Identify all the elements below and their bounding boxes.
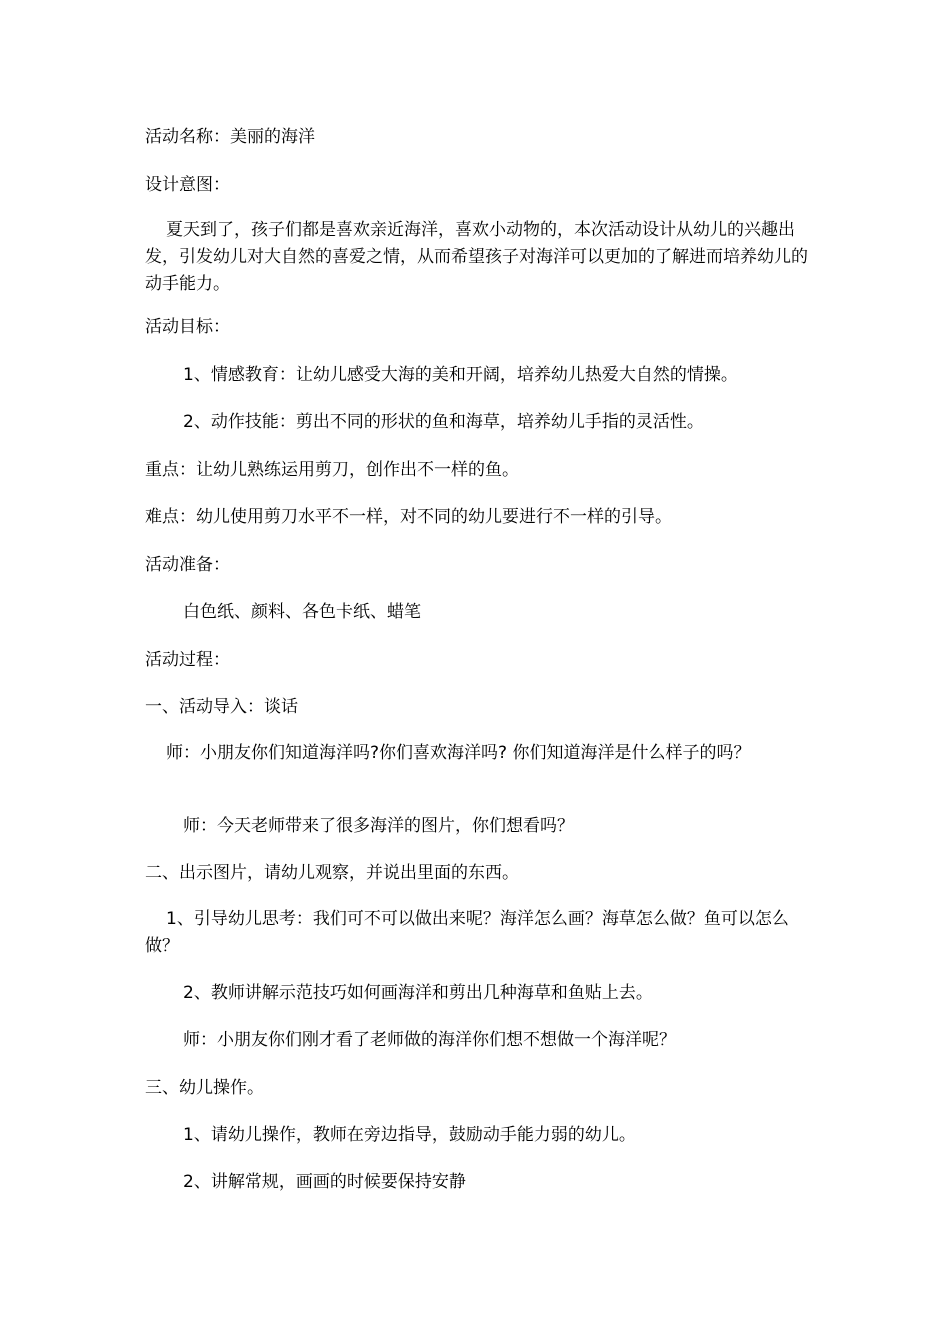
step2-title: 二、出示图片，请幼儿观察，并说出里面的东西。: [145, 863, 519, 883]
prep-heading: 活动准备：: [145, 555, 230, 575]
goal-2: 2、动作技能：剪出不同的形状的鱼和海草，培养幼儿手指的灵活性。: [183, 412, 704, 432]
prep-items: 白色纸、颜料、各色卡纸、蜡笔: [183, 602, 421, 622]
activity-name: 活动名称：美丽的海洋: [145, 127, 315, 147]
step2-line3: 师：小朋友你们刚才看了老师做的海洋你们想不想做一个海洋呢？: [183, 1030, 676, 1050]
goals-heading: 活动目标：: [145, 317, 230, 337]
process-heading: 活动过程：: [145, 650, 230, 670]
step3-line2: 2、讲解常规，画画的时候要保持安静: [183, 1172, 466, 1192]
step3-title: 三、幼儿操作。: [145, 1078, 264, 1098]
intent-heading: 设计意图：: [145, 175, 230, 195]
step3-line1: 1、请幼儿操作，教师在旁边指导，鼓励动手能力弱的幼儿。: [183, 1125, 636, 1145]
key-point: 重点：让幼儿熟练运用剪刀，创作出不一样的鱼。: [145, 460, 519, 480]
goal-1: 1、情感教育：让幼儿感受大海的美和开阔，培养幼儿热爱大自然的情操。: [183, 365, 738, 385]
difficulty: 难点：幼儿使用剪刀水平不一样，对不同的幼儿要进行不一样的引导。: [145, 507, 672, 527]
step1-line1: 师：小朋友你们知道海洋吗?你们喜欢海洋吗? 你们知道海洋是什么样子的吗？: [166, 743, 751, 763]
step1-line2: 师：今天老师带来了很多海洋的图片，你们想看吗？: [183, 816, 574, 836]
step2-line1: 1、引导幼儿思考：我们可不可以做出来呢？海洋怎么画？海草怎么做？鱼可以怎么做？: [145, 909, 789, 956]
step1-title: 一、活动导入：谈话: [145, 697, 298, 717]
intent-body: 夏天到了，孩子们都是喜欢亲近海洋，喜欢小动物的，本次活动设计从幼儿的兴趣出发，引发幼儿对大自然的喜爱之情，从而希望孩子对海洋可以更加的了解进而培养幼儿的动手能力。: [145, 220, 808, 294]
step2-line2: 2、教师讲解示范技巧如何画海洋和剪出几种海草和鱼贴上去。: [183, 983, 653, 1003]
